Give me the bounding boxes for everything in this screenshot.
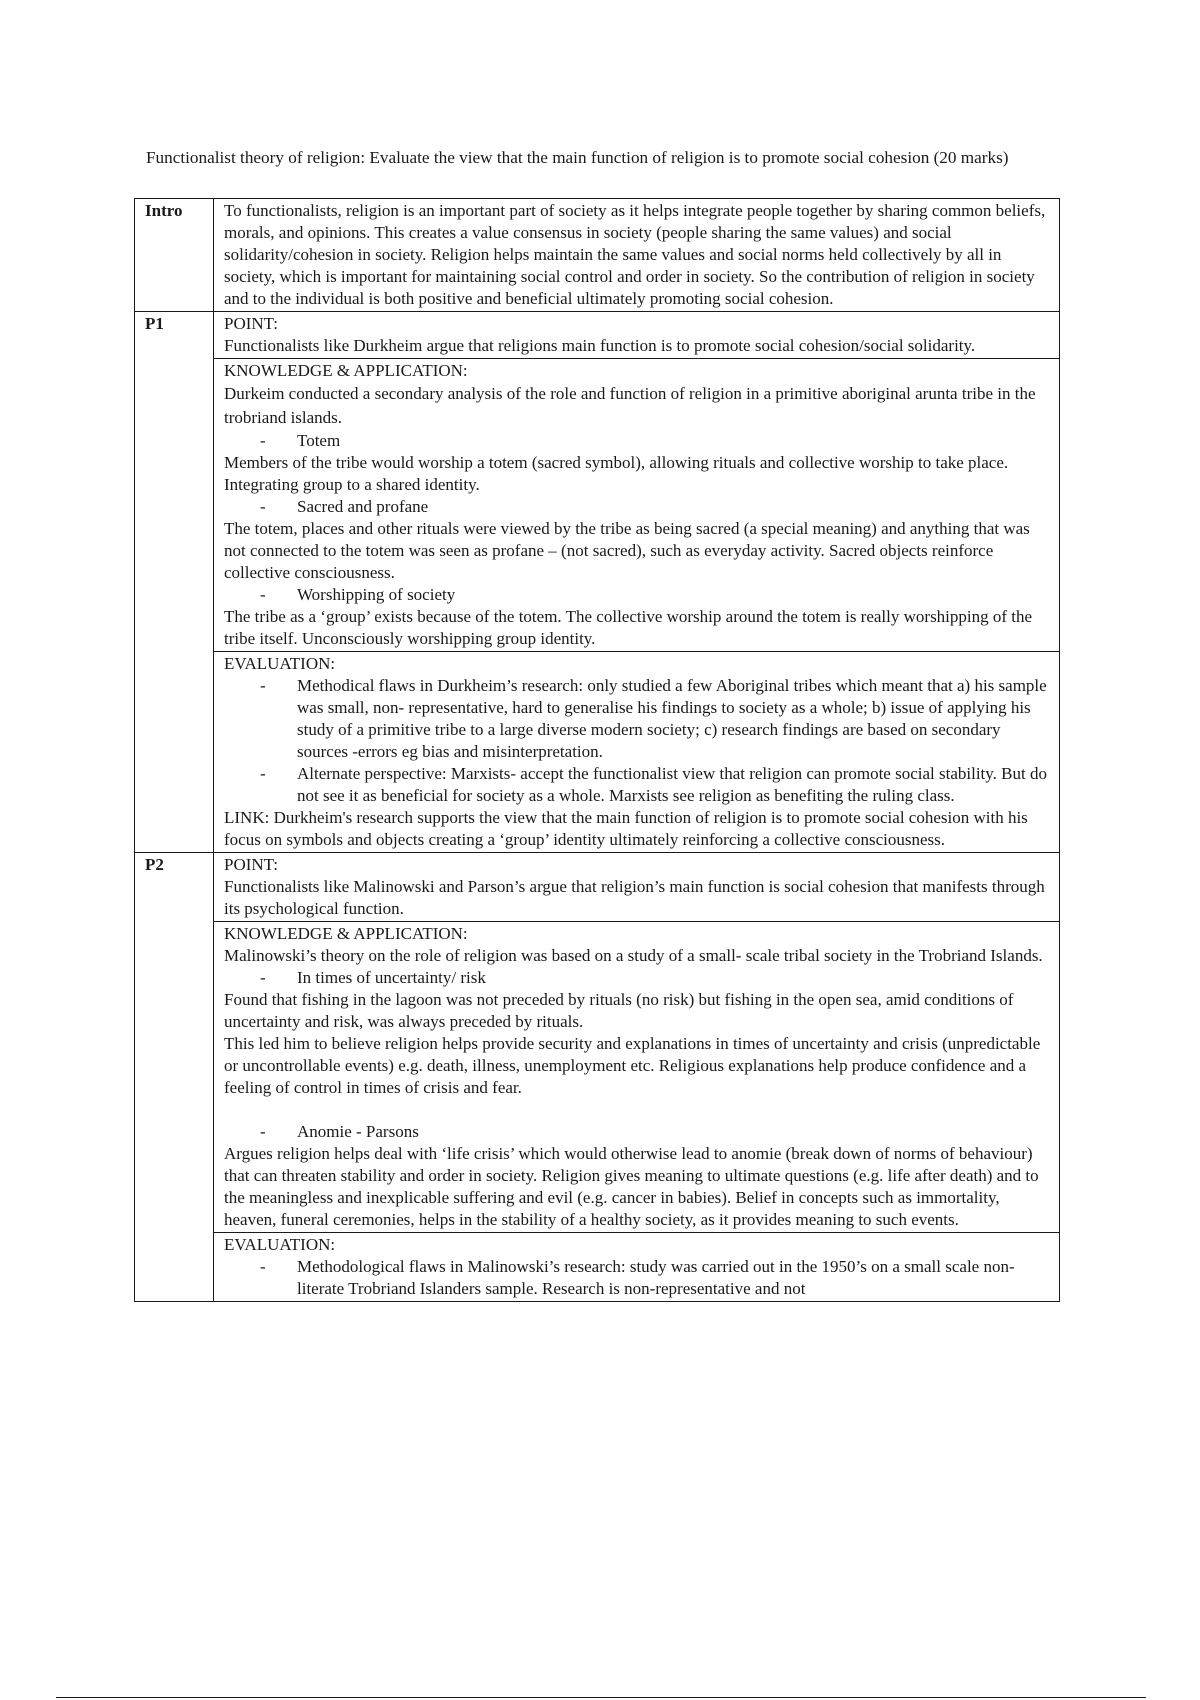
p1-point-text: Functionalists like Durkheim argue that religions main function is to promote social cohesion/social solidarity. bbox=[224, 336, 976, 355]
p2-evaluation-point-1: - Methodological flaws in Malinowski’s research: study was carried out in the 1950’s on a small scale non-literate Trobriand Islanders sample. Research is non-representative and not bbox=[224, 1256, 1051, 1300]
p2-knowledge-row bbox=[135, 922, 1060, 1233]
p2-uncertainty-text-2: This led him to believe religion helps provide security and explanations in times of uncertainty and crisis (unpredictable or uncontrollable events) e.g. death, illness, unemployment etc. Religious explanations help produce confidence and a feeling of control in times of crisis and fear. bbox=[224, 1034, 1041, 1097]
p1-evaluation-list bbox=[224, 675, 1051, 807]
p1-worship-text: The tribe as a ‘group’ exists because of the totem. The collective worship around the totem is really worshipping of the tribe itself. Unconsciously worshipping group identity. bbox=[224, 607, 1033, 648]
p1-sacred-text: The totem, places and other rituals were viewed by the tribe as being sacred (a special meaning) and anything that was not connected to the totem was seen as profane – (not sacred), such as everyday activity. Sacred objects reinforce collective consciousness. bbox=[224, 519, 1030, 582]
p2-bullet-uncertainty: - In times of uncertainty/ risk bbox=[224, 967, 1051, 989]
p2-evaluation-cell bbox=[214, 1233, 1060, 1302]
p1-totem-text: Members of the tribe would worship a totem (sacred symbol), allowing rituals and collective worship to take place. Integrating group to a shared identity. bbox=[224, 453, 1009, 494]
p2-point-row bbox=[135, 853, 1060, 922]
page-bottom-rule bbox=[56, 1697, 1146, 1698]
p2-anomie-text: Argues religion helps deal with ‘life crisis’ which would otherwise lead to anomie (break down of norms of behaviour) that can threaten stability and order in society. Religion gives meaning to ultimate questions (e.g. life after death) and to the meaningless and inexplicable suffering and evil (e.g. cancer in babies). Belief in concepts such as immortality, heaven, funeral ceremonies, helps in the stability of a healthy society, as it provides meaning to such events. bbox=[224, 1144, 1039, 1229]
p1-bullet-worship: - Worshipping of society bbox=[224, 584, 1051, 606]
p1-bullet-sacred: - Sacred and profane bbox=[224, 496, 1051, 518]
row-label-empty bbox=[135, 652, 214, 853]
p2-uncertainty-text-1: Found that fishing in the lagoon was not preceded by rituals (no risk) but fishing in the open sea, amid conditions of uncertainty and risk, was always preceded by rituals. bbox=[224, 990, 1014, 1031]
p1-knowledge-row bbox=[135, 359, 1060, 652]
essay-title: Functionalist theory of religion: Evaluate the view that the main function of religion is to promote social cohesion (20 marks) bbox=[146, 148, 1009, 167]
p2-bullet-list-1 bbox=[224, 967, 1051, 989]
p2-point-cell bbox=[214, 853, 1060, 922]
row-label-empty bbox=[135, 1233, 214, 1302]
p2-knowledge-cell bbox=[214, 922, 1060, 1233]
row-label-p1: P1 bbox=[135, 312, 214, 359]
blank-line bbox=[224, 1099, 1051, 1121]
p2-bullet-anomie: - Anomie - Parsons bbox=[224, 1121, 1051, 1143]
p1-knowledge-cell bbox=[214, 359, 1060, 652]
p1-evaluation-heading: EVALUATION: bbox=[224, 654, 336, 673]
intro-row bbox=[135, 199, 1060, 312]
p1-point-row bbox=[135, 312, 1060, 359]
p1-point-heading: POINT: bbox=[224, 314, 278, 333]
p1-evaluation-point-2: - Alternate perspective: Marxists- accept the functionalist view that religion can promote social stability. But do not see it as beneficial for society as a whole. Marxists see religion as benefiting the ruling class. bbox=[224, 763, 1051, 807]
p1-evaluation-point-1: - Methodical flaws in Durkheim’s research: only studied a few Aboriginal tribes which meant that a) his sample was small, non- representative, hard to generalise his findings to society as a whole; b) issue of applying his study of a primitive tribe to a large diverse modern society; c) research findings are based on secondary sources -errors eg bias and misinterpretation. bbox=[224, 675, 1051, 763]
intro-content bbox=[214, 199, 1060, 312]
p1-bullet-totem: - Totem bbox=[224, 430, 1051, 452]
p1-point-cell bbox=[214, 312, 1060, 359]
p2-point-text: Functionalists like Malinowski and Parson’s argue that religion’s main function is social cohesion that manifests through its psychological function. bbox=[224, 877, 1045, 918]
p1-bullet-list-2 bbox=[224, 496, 1051, 518]
p1-knowledge-heading: KNOWLEDGE & APPLICATION: bbox=[224, 361, 468, 380]
row-label-empty bbox=[135, 359, 214, 652]
p1-evaluation-cell bbox=[214, 652, 1060, 853]
p1-bullet-list-3 bbox=[224, 584, 1051, 606]
p2-knowledge-heading: KNOWLEDGE & APPLICATION: bbox=[224, 924, 468, 943]
p2-knowledge-intro: Malinowski’s theory on the role of religion was based on a study of a small- scale tribal society in the Trobriand Islands. bbox=[224, 946, 1043, 965]
p2-evaluation-heading: EVALUATION: bbox=[224, 1235, 336, 1254]
p1-evaluation-row bbox=[135, 652, 1060, 853]
row-label-p2: P2 bbox=[135, 853, 214, 922]
p2-evaluation-list bbox=[224, 1256, 1051, 1300]
essay-plan-table bbox=[134, 198, 1060, 1302]
p2-evaluation-row bbox=[135, 1233, 1060, 1302]
intro-text: To functionalists, religion is an important part of society as it helps integrate people together by sharing common beliefs, morals, and opinions. This creates a value consensus in society (people sharing the same values) and social solidarity/cohesion in society. Religion helps maintain the same values and social norms held collectively by all in society, which is important for maintaining social control and order in society. So the contribution of religion in society and to the individual is both positive and beneficial ultimately promoting social cohesion. bbox=[224, 201, 1046, 308]
p2-point-heading: POINT: bbox=[224, 855, 278, 874]
p1-bullet-list-1 bbox=[224, 430, 1051, 452]
row-label-empty bbox=[135, 922, 214, 1233]
p2-bullet-list-2 bbox=[224, 1121, 1051, 1143]
row-label-intro: Intro bbox=[135, 199, 214, 312]
p1-knowledge-intro: Durkeim conducted a secondary analysis of the role and function of religion in a primitive aboriginal arunta tribe in the trobriand islands. bbox=[224, 384, 1036, 427]
p1-link-text: LINK: Durkheim's research supports the view that the main function of religion is to promote social cohesion with his focus on symbols and objects creating a ‘group’ identity ultimately reinforcing a collective consciousness. bbox=[224, 808, 1028, 849]
